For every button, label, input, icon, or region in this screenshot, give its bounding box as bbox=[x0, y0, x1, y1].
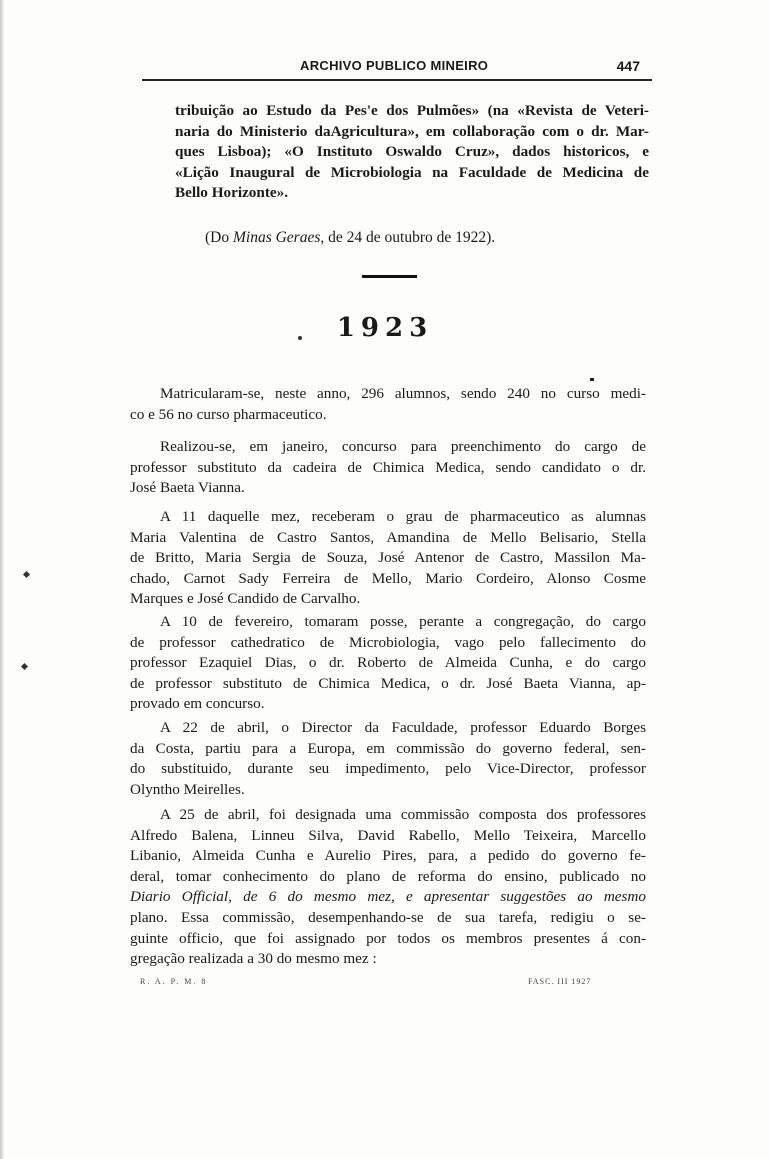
intro-line: «Lição Inaugural de Microbiologia na Faculdade de Medicina de bbox=[175, 163, 649, 181]
paragraph-line: Maria Valentina de Castro Santos, Amandina de Mello Belisario, Stella bbox=[130, 528, 646, 546]
paragraph-line: de professor substituto de Chimica Medica, o dr. José Baeta Vianna, ap- bbox=[130, 674, 646, 692]
intro-line: Bello Horizonte». bbox=[175, 184, 289, 202]
stray-mark bbox=[590, 378, 594, 381]
paragraph-line: Marques e José Candido de Carvalho. bbox=[130, 590, 361, 608]
paragraph-line: Realizou-se, em janeiro, concurso para preenchimento do cargo de bbox=[160, 438, 646, 455]
page-number: 447 bbox=[616, 58, 640, 74]
citation bbox=[205, 229, 495, 247]
paragraph-line: guinte officio, que foi assignado por todos os membros presentes á con- bbox=[130, 929, 646, 947]
paragraph-concurso bbox=[130, 437, 646, 499]
citation-source: Minas Geraes bbox=[232, 229, 321, 246]
margin-mark bbox=[21, 663, 28, 670]
paragraph-line: A 11 daquelle mez, receberam o grau de pharmaceutico as alumnas bbox=[160, 508, 646, 525]
paragraph-line: Olyntho Meirelles. bbox=[130, 780, 245, 798]
paragraph-line: provado em concurso. bbox=[130, 695, 265, 713]
margin-mark bbox=[23, 571, 30, 578]
paragraph-enrollment bbox=[130, 384, 646, 425]
paragraph-line: A 25 de abril, foi designada uma commissão composta dos professores bbox=[160, 806, 646, 823]
paragraph-line: de professor cathedratico de Microbiologia, vago pelo fallecimento do bbox=[130, 633, 646, 651]
section-separator bbox=[362, 275, 417, 278]
citation-suffix: , de 24 de outubro de 1922). bbox=[320, 229, 496, 246]
intro-paragraph bbox=[175, 101, 649, 204]
footer-signature-right: FASC. III 1927 bbox=[528, 977, 592, 986]
paragraph-line: de Britto, Maria Sergia de Souza, José Antenor de Castro, Massilon Ma- bbox=[130, 549, 646, 567]
header-rule bbox=[142, 79, 652, 81]
citation-prefix: (Do bbox=[205, 229, 233, 246]
paragraph-line: José Baeta Vianna. bbox=[130, 479, 245, 497]
header-title: ARCHIVO PUBLICO MINEIRO bbox=[300, 58, 489, 73]
intro-line: ques Lisboa); «O Instituto Oswaldo Cruz», dados historicos, e bbox=[175, 143, 649, 161]
paragraph-commission bbox=[130, 805, 646, 970]
paragraph-line: do substituido, durante seu impedimento, pelo Vice-Director, professor bbox=[130, 760, 646, 778]
paragraph-line: Alfredo Balena, Linneu Silva, David Rabello, Mello Teixeira, Marcello bbox=[130, 826, 646, 844]
paragraph-line: Diario Official, de 6 do mesmo mez, e apresentar suggestões ao mesmo bbox=[130, 888, 646, 906]
footer-signature-left: R. A. P. M. 8 bbox=[140, 977, 208, 986]
paragraph-line: chado, Carnot Sady Ferreira de Mello, Mario Cordeiro, Alonso Cosme bbox=[130, 569, 646, 587]
paragraph-line: professor Ezaquiel Dias, o dr. Roberto de Almeida Cunha, e do cargo bbox=[130, 654, 646, 672]
paragraph-line: deral, tomar conhecimento do plano de reforma do ensino, publicado no bbox=[130, 867, 646, 885]
paragraph-line: plano. Essa commissão, desempenhando-se de sua tarefa, redigiu o se- bbox=[130, 908, 646, 926]
paragraph-line: Libanio, Almeida Cunha e Aurelio Pires, para, a pedido do governo fe- bbox=[130, 847, 646, 865]
paragraph-graduates bbox=[130, 507, 646, 610]
paragraph-director bbox=[130, 718, 646, 800]
paragraph-line: A 22 de abril, o Director da Faculdade, professor Eduardo Borges bbox=[160, 719, 646, 736]
page-edge-shadow bbox=[0, 0, 4, 1159]
year-heading: 1923 bbox=[336, 313, 434, 343]
paragraph-line: professor substituto da cadeira de Chimica Medica, sendo candidato o dr. bbox=[130, 458, 646, 476]
paragraph-line: co e 56 no curso pharmaceutico. bbox=[130, 405, 327, 423]
paragraph-line: gregação realizada a 30 do mesmo mez : bbox=[130, 950, 377, 968]
paragraph-line: da Costa, partiu para a Europa, em commissão do governo federal, sen- bbox=[130, 739, 646, 757]
intro-line: tribuição ao Estudo da Pes'e dos Pulmões» (na «Revista de Veteri- bbox=[175, 102, 649, 119]
paragraph-line: A 10 de fevereiro, tomaram posse, perante a congregação, do cargo bbox=[160, 613, 646, 630]
intro-line: naria do Ministerio daAgricultura», em collaboração com o dr. Mar- bbox=[175, 122, 649, 140]
paragraph-line: Matricularam-se, neste anno, 296 alumnos, sendo 240 no curso medi- bbox=[160, 385, 646, 402]
paragraph-posse bbox=[130, 612, 646, 715]
